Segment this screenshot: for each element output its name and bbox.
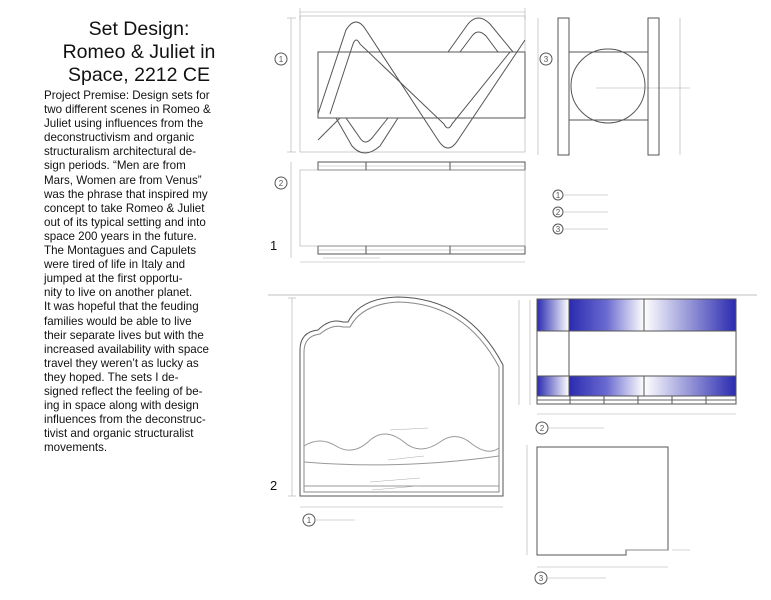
title-line: Romeo & Juliet in — [62, 41, 216, 63]
premise-line: Juliet using influences from the — [44, 117, 204, 131]
scene-1-label: 1 — [270, 238, 278, 253]
premise-line: It was hopeful that the feuding — [44, 300, 199, 314]
scene-1-legend-2-number: 2 — [555, 208, 561, 217]
premise-line: Mars, Women are from Venus” — [44, 173, 202, 187]
premise-line: concept to take Romeo & Juliet — [44, 201, 205, 215]
premise-line: sign periods. “Men are from — [44, 159, 186, 173]
scene-2-plan-view — [537, 447, 668, 555]
premise-line: The Montagues and Capulets — [44, 244, 197, 258]
scene-2-view-2-number: 2 — [539, 424, 545, 433]
scene-1-plan-view — [300, 162, 525, 254]
scene-1-elevation-view — [300, 16, 525, 153]
scene-1-legend — [553, 190, 608, 234]
scene-1-drawings — [275, 8, 690, 262]
scene-2-dimensions — [288, 298, 736, 567]
premise-line: they hoped. The sets I de- — [44, 370, 179, 384]
scene-1-view-1-number: 1 — [278, 55, 284, 64]
premise-line: tivist and organic structuralist — [44, 427, 194, 441]
scene-2-view-3-number: 3 — [538, 574, 544, 583]
scene-2-label: 2 — [270, 478, 278, 493]
scene-1-dimensions — [287, 8, 690, 262]
premise-line: space 200 years in the future. — [44, 229, 197, 243]
premise-line: influences from the deconstruc- — [44, 413, 206, 427]
title-line: Set Design: — [88, 18, 190, 40]
premise-line: increased availability with space — [44, 342, 209, 356]
premise-line: families would be able to live — [44, 314, 192, 328]
scene-1-view-3-number: 3 — [543, 55, 549, 64]
premise-line: was the phrase that inspired my — [44, 187, 208, 201]
premise-line: travel they weren’t as lucky as — [44, 356, 199, 370]
premise-line: nity to live on another planet. — [44, 286, 193, 300]
scene-2-view-1-number: 1 — [306, 516, 312, 525]
premise-line: two different scenes in Romeo & — [44, 103, 211, 117]
premise-line: were tired of life in Italy and — [44, 258, 186, 272]
title-line: Space, 2212 CE — [67, 64, 210, 86]
premise-line: jumped at the first opportu- — [44, 272, 183, 286]
scene-2-view-3-marker — [535, 572, 606, 584]
scene-2-arch-elevation — [300, 297, 503, 496]
premise-line: Project Premise: Design sets for — [44, 89, 210, 102]
premise-line: deconstructivism and organic — [44, 131, 195, 145]
scene-2-view-2-marker — [536, 422, 604, 434]
premise-line: structuralism architectural de- — [44, 145, 197, 159]
scene-1-legend-3-number: 3 — [555, 225, 561, 234]
premise-line: out of its typical setting and into — [44, 215, 206, 229]
premise-line: signed reflect the feeling of be- — [44, 384, 203, 398]
premise-line: their separate lives but with the — [44, 328, 204, 342]
premise-line: movements. — [44, 441, 108, 455]
scene-1-side-view — [558, 18, 659, 155]
scene-2-drawings — [288, 297, 736, 584]
scene-1-legend-1-number: 1 — [555, 191, 561, 200]
scene-2-gradient-panel — [537, 299, 736, 404]
scene-1-view-2-number: 2 — [278, 179, 284, 188]
premise-line: ing in space along with design — [44, 399, 199, 413]
